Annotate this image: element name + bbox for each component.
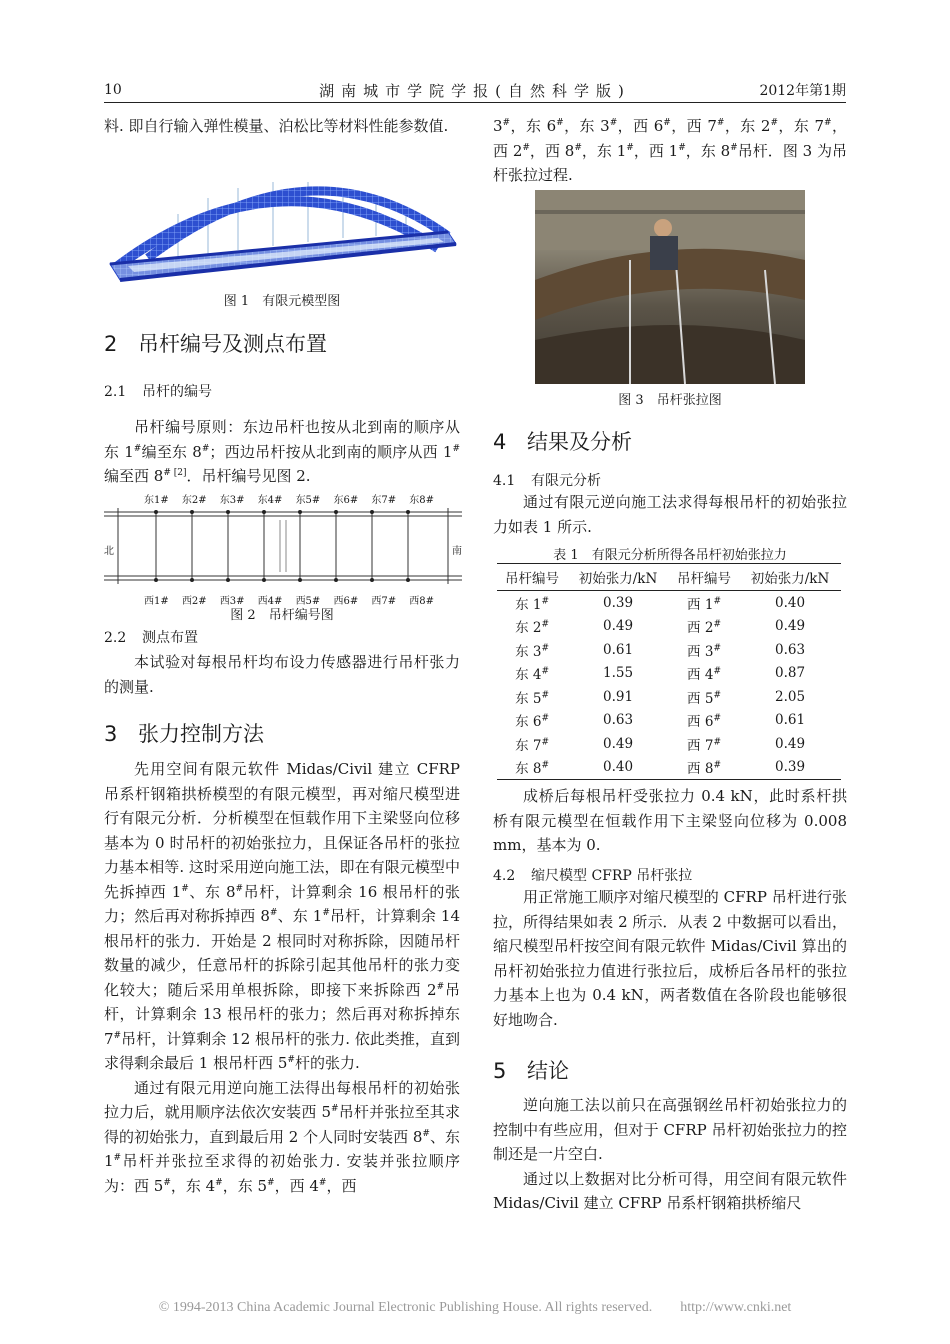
south-label: 南 xyxy=(452,546,462,557)
section-4-2-heading: 4.2 缩尺模型 CFRP 吊杆张拉 xyxy=(493,868,693,884)
issue-label: 2012年第1期 xyxy=(759,83,846,99)
page-header xyxy=(104,80,846,103)
table-cell: 0.63 xyxy=(602,712,634,729)
table-cell: 西 7# xyxy=(687,737,721,754)
table-cell: 0.63 xyxy=(774,641,806,658)
table-cell: 东 7# xyxy=(515,737,549,754)
table-cell: 0.39 xyxy=(602,594,634,611)
table-cell: 西 3# xyxy=(687,643,721,660)
table-row xyxy=(497,732,841,756)
section-4-2-body: 用正常施工顺序对缩尺模型的 CFRP 吊杆进行张拉，所得结果如表 2 所示．从表 2 中数据可以看出，缩尺模型吊杆按空间有限元软件 Midas/Civil 算出的吊杆初始张拉力值进行张拉后，成桥后各吊杆的张拉力基本上也为 0.4 kN，两者数值在各阶段也能够很好地吻合. xyxy=(493,888,847,1029)
table-cell: 东 3# xyxy=(515,643,549,660)
table1-header: 吊杆编号 xyxy=(497,564,567,591)
table-row xyxy=(497,638,841,662)
table1-title: 表 1 有限元分析所得各吊杆初始张拉力 xyxy=(553,548,787,563)
table-cell: 西 2# xyxy=(687,619,721,637)
table-cell: 东 4# xyxy=(515,666,549,684)
table1-header: 初始张力/kN xyxy=(739,564,841,591)
table-cell: 东 1# xyxy=(515,596,549,613)
journal-title: 湖南城市学院学报(自然科学版) xyxy=(319,82,631,100)
section-5-body: 逆向施工法以前只在高强钢丝吊杆初始张拉力的控制中有些应用，但对于 CFRP 吊杆初始张拉力的控制还是一片空白. 通过以上数据对比分析可得，用空间有限元软件 Midas/Civil 建立 CFRP 吊系杆钢箱拱桥缩尺 xyxy=(493,1096,847,1212)
fig1-finite-element-model xyxy=(108,166,458,288)
table-cell: 东 8# xyxy=(497,756,567,780)
table-cell: 西 1# xyxy=(687,596,721,613)
section-3-paragraph-1: 先用空间有限元软件 Midas/Civil 建立 CFRP 吊系杆钢箱拱桥模型的有限元模型，再对缩尺模型进行有限元分析．分析模型在恒载作用下主梁竖向位移基本为 0 时吊杆的初始张拉力，且保证各吊杆的张拉力基本相等. 这时采用逆向施工法，即在有限元模型中先拆掉西 1#、东 8#吊杆，计算剩余 16 根吊杆的张力；然后再对称拆掉西 8#、东 1#吊杆，计算剩余 14 根吊杆的张力．开始是 2 根同时对称拆除，因随吊杆数量的减少，任意吊杆的拆除引起其他吊杆的张力变化较大；随后采用单根拆除，即接下来拆除西 2#吊杆，计算剩余 13 根吊杆的张力；然后再对称拆掉东 7#吊杆，计算剩余 12 根吊杆的张力. 依此类推，直到求得剩余最后 1 根吊杆西 5#杆的张力. xyxy=(104,760,460,1072)
table-cell: 0.49 xyxy=(774,618,806,635)
left-column xyxy=(104,114,460,139)
section-3-paragraph-2: 通过有限元用逆向施工法得出每根吊杆的初始张拉力后，就用顺序法依次安装西 5#吊杆并张拉至其求得的初始张力，直到最后用 2 个人同时安装西 8#、东 1#吊杆并张拉至求得的初始张力. 安装并张拉顺序为：西 5#，东 4#，东 5#，西 4#，西 xyxy=(104,1078,460,1195)
section-3-heading: 3 张力控制方法 xyxy=(104,722,264,746)
table-cell: 西 5# xyxy=(687,690,721,707)
section-2-2-body: 本试验对每根吊杆均布设力传感器进行吊杆张力的测量. xyxy=(104,653,460,696)
table-row xyxy=(497,685,841,709)
intro-paragraph: 料. 即自行输入弹性模量、泊松比等材料性能参数值. xyxy=(104,117,449,135)
table-cell: 2.05 xyxy=(774,688,806,705)
table-cell: 0.61 xyxy=(774,712,806,729)
table-cell: 0.49 xyxy=(774,735,806,752)
east-hanger-labels: 东1# 东2# 东3# 东4# 东5# 东6# 东7# 东8# xyxy=(144,495,434,506)
section-2-2-heading: 2.2 测点布置 xyxy=(104,630,198,646)
table-cell: 1.55 xyxy=(602,665,634,682)
fig1-caption: 图 1 有限元模型图 xyxy=(223,294,341,309)
numbering-rule-paragraph: 吊杆编号原则：东边吊杆也按从北到南的顺序从东 1#编至东 8#；西边吊杆按从北到南的顺序从西 1#编至西 $8^{\# [2]}$．吊杆编号见图 2. xyxy=(104,418,461,485)
table-cell: 0.40 xyxy=(567,756,669,780)
section-2-1-heading: 2.1 吊杆的编号 xyxy=(104,384,212,400)
table-cell: 0.40 xyxy=(774,594,806,611)
table-row xyxy=(497,591,841,615)
table-cell: 0.61 xyxy=(602,641,634,658)
table-cell: 0.91 xyxy=(602,688,634,705)
section-5-heading: 5 结论 xyxy=(493,1059,569,1083)
section-4-1-body-2: 成桥后每根吊杆受张拉力 0.4 kN，此时系杆拱桥有限元模型在恒载作用下主梁竖向位移为 0.008 mm，基本为 0. xyxy=(493,787,847,854)
tension-order-text: 3#，东 6#，东 3#，西 6#，西 7#，东 2#，东 7#，西 2#，西 8#，东 1#，西 1#，东 8#吊杆．图 3 为吊杆张拉过程. xyxy=(493,117,847,184)
table-cell: 西 4# xyxy=(687,666,721,684)
fig3-hanger-tensioning-photo xyxy=(535,190,805,384)
west-hanger-labels: 西1# 西2# 西3# 西4# 西5# 西6# 西7# 西8# xyxy=(144,596,434,607)
table-cell: 西 8# xyxy=(669,756,739,780)
table-cell: 东 6# xyxy=(515,713,549,731)
table-row xyxy=(497,662,841,686)
table-cell: 东 5# xyxy=(515,690,549,707)
section-2-heading: 2 吊杆编号及测点布置 xyxy=(104,332,327,356)
fig3-caption: 图 3 吊杆张拉图 xyxy=(618,393,722,408)
table-cell: 西 6# xyxy=(687,713,721,731)
table-row xyxy=(497,709,841,733)
north-label: 北 xyxy=(104,546,114,557)
section-4-1-heading: 4.1 有限元分析 xyxy=(493,473,601,489)
table-cell: 东 2# xyxy=(515,619,549,637)
table-cell: 0.87 xyxy=(774,665,806,682)
table1-initial-tension xyxy=(497,563,841,780)
right-column-top xyxy=(493,114,847,188)
section-3-body xyxy=(104,757,460,1198)
section-2-1-body xyxy=(104,415,460,489)
fig2-caption: 图 2 吊杆编号图 xyxy=(230,608,334,623)
section-4-heading: 4 结果及分析 xyxy=(493,430,632,454)
page-number: 10 xyxy=(104,82,122,98)
copyright-footer: © 1994-2013 China Academic Journal Electronic Publishing House. All rights reserved. http://www.cnki.net xyxy=(158,1300,792,1315)
table-row xyxy=(497,756,841,780)
table1-header: 吊杆编号 xyxy=(669,564,739,591)
table-cell: 0.49 xyxy=(602,618,634,635)
table1-header: 初始张力/kN xyxy=(567,564,669,591)
table-cell: 0.49 xyxy=(602,735,634,752)
section-4-1-body: 通过有限元逆向施工法求得每根吊杆的初始张拉力如表 1 所示. xyxy=(493,493,847,536)
fig2-hanger-numbering xyxy=(104,490,462,606)
table-cell: 0.39 xyxy=(739,756,841,780)
table-row xyxy=(497,615,841,639)
